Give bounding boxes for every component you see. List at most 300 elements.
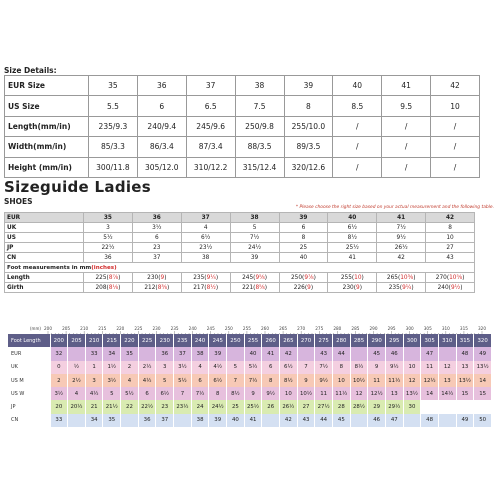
conversion-cell: 25½ [244, 400, 262, 413]
conversion-cell: 260 [262, 334, 280, 347]
conversion-cell: 41 [244, 414, 262, 427]
conversion-cell [350, 414, 368, 427]
ruler-label: 235 [170, 326, 179, 331]
measure-inch: 9½ [450, 284, 461, 291]
conversion-cell [421, 400, 439, 413]
header-cell: 36 [132, 213, 181, 223]
size-details-title: Size Details: [4, 66, 57, 75]
measure-mm: 245 [242, 274, 254, 281]
header-cell: 35 [84, 213, 133, 223]
table-row [5, 243, 475, 253]
conversion-cell: 7½ [315, 361, 333, 374]
conversion-cell: 40 [244, 347, 262, 360]
conversion-row-label: Foot Length [8, 334, 50, 347]
ruler-label: 200 [44, 326, 52, 331]
conversion-cell: 3½ [103, 374, 121, 387]
measure-cell: 265(10⅜) [377, 273, 426, 283]
table-cell: / [431, 157, 480, 177]
table-row [5, 157, 480, 177]
table-cell: / [382, 157, 431, 177]
conversion-row-label: CN [8, 414, 50, 427]
table-cell: 320/12.6 [284, 157, 333, 177]
conversion-row [8, 414, 492, 427]
conversion-cell: 12½ [421, 374, 439, 387]
table-cell: 86/3.4 [137, 137, 186, 157]
table-cell: 7.5 [235, 96, 284, 116]
conversion-cell: 13½ [474, 361, 492, 374]
table-cell: 3½ [132, 223, 181, 233]
row-label: JP [5, 243, 84, 253]
table-cell: 43 [426, 253, 475, 263]
conversion-cell: 300 [403, 334, 421, 347]
table-row [5, 137, 480, 157]
table-cell: 38 [235, 76, 284, 96]
table-cell: 24½ [230, 243, 279, 253]
ruler-label: 210 [80, 326, 89, 331]
conversion-cell: ½ [68, 361, 86, 374]
conversion-cell [403, 347, 421, 360]
shoes-subtitle: SHOES [4, 197, 33, 206]
table-cell: 300/11.8 [89, 157, 138, 177]
conversion-cell: 1½ [103, 361, 121, 374]
conversion-cell: 11 [315, 387, 333, 400]
conversion-cell: 48 [421, 414, 439, 427]
measure-inch: 10⅜ [400, 274, 414, 281]
conversion-cell: 24½ [209, 400, 227, 413]
table-cell: 35 [89, 76, 138, 96]
ruler-label: 205 [62, 326, 71, 331]
conversion-cell: 10 [403, 361, 421, 374]
ruler-label: 230 [152, 326, 161, 331]
measure-cell: 212(8⅜) [132, 283, 181, 293]
conversion-cell: 49 [474, 347, 492, 360]
ruler-label: 225 [134, 326, 143, 331]
conversion-cell: 27½ [315, 400, 333, 413]
table-cell: 88/3.5 [235, 137, 284, 157]
conversion-cell: 47 [385, 414, 403, 427]
conversion-cell: 8 [262, 374, 280, 387]
table-cell: 85/3.3 [89, 137, 138, 157]
table-cell: / [333, 116, 382, 136]
conversion-cell [438, 400, 456, 413]
table-cell: 315/12.4 [235, 157, 284, 177]
conversion-cell: 205 [68, 334, 86, 347]
conversion-cell: 10 [333, 374, 351, 387]
conversion-cell: 21 [85, 400, 103, 413]
measure-mm: 250 [290, 274, 303, 281]
measure-cell: 226(9) [279, 283, 328, 293]
conversion-cell: 6½ [209, 374, 227, 387]
conversion-cell: 8 [333, 361, 351, 374]
conversion-cell: 11½ [333, 387, 351, 400]
table-cell: 8.5 [333, 96, 382, 116]
conversion-cell: 13½ [403, 387, 421, 400]
conversion-cell: 8 [209, 387, 227, 400]
header-label: EUR [5, 213, 84, 223]
header-cell: 39 [279, 213, 328, 223]
conversion-cell: 21½ [103, 400, 121, 413]
conversion-cell: 305 [421, 334, 439, 347]
table-cell: 305/12.0 [137, 157, 186, 177]
conversion-cell: 2 [50, 374, 68, 387]
measure-mm: 270 [435, 274, 447, 281]
ruler-label: 290 [369, 326, 378, 331]
table-row [5, 223, 475, 233]
conversion-cell: 22 [121, 400, 139, 413]
table-cell: 5.5 [89, 96, 138, 116]
row-label: EUR Size [5, 76, 89, 96]
conversion-cell: 12½ [368, 387, 386, 400]
conversion-cell: 38 [191, 347, 209, 360]
table-cell: 250/9.8 [235, 116, 284, 136]
table-row [5, 233, 475, 243]
table-cell: 9.5 [382, 96, 431, 116]
conversion-cell: 290 [368, 334, 386, 347]
conversion-cell: 270 [297, 334, 315, 347]
conversion-cell: 13½ [456, 374, 474, 387]
conversion-cell: 9½ [262, 387, 280, 400]
conversion-cell: 43 [297, 414, 315, 427]
conversion-cell: 23 [156, 400, 174, 413]
table-header-row [5, 213, 475, 223]
table-cell: 87/3.4 [186, 137, 235, 157]
table-cell: 235/9.3 [89, 116, 138, 136]
measure-mm: 235 [388, 284, 400, 291]
measure-inch: 10 [354, 274, 362, 281]
conversion-cell: 4 [191, 361, 209, 374]
conversion-row [8, 387, 492, 400]
measure-inch: 8⅞ [108, 274, 119, 281]
measure-mm: 230 [342, 284, 354, 291]
table-cell: 37 [132, 253, 181, 263]
conversion-cell: 10½ [350, 374, 368, 387]
ruler-label: 255 [242, 326, 251, 331]
measure-inch: 9¼ [206, 274, 216, 281]
ladies-size-table [4, 212, 475, 293]
conversion-cell: 10½ [297, 387, 315, 400]
row-label: Length(mm/in) [5, 116, 89, 136]
measure-cell: 221(8⅝) [230, 283, 279, 293]
table-cell: 7½ [230, 233, 279, 243]
table-cell: / [382, 137, 431, 157]
table-cell: 10 [426, 233, 475, 243]
row-label: US [5, 233, 84, 243]
table-cell: 41 [382, 76, 431, 96]
measure-cell: 250(9⅞) [279, 273, 328, 283]
conversion-cell: 30 [403, 400, 421, 413]
header-cell: 42 [426, 213, 475, 223]
table-cell: 310/12.2 [186, 157, 235, 177]
table-cell: 36 [137, 76, 186, 96]
ruler-label: 310 [441, 326, 450, 331]
ruler-label: 245 [206, 326, 215, 331]
conversion-cell: 4½ [209, 361, 227, 374]
table-cell: 36 [84, 253, 133, 263]
conversion-cell: 11 [421, 361, 439, 374]
table-cell: / [333, 157, 382, 177]
conversion-cell [68, 414, 86, 427]
conversion-cell: 255 [244, 334, 262, 347]
conversion-chart-section [8, 334, 492, 427]
conversion-cell: 46 [385, 347, 403, 360]
conversion-cell: 13 [438, 374, 456, 387]
conversion-chart-table [8, 334, 492, 427]
conversion-cell [438, 347, 456, 360]
conversion-cell: 29½ [385, 400, 403, 413]
measure-cell: 235(9¼) [377, 283, 426, 293]
conversion-cell: 27 [297, 400, 315, 413]
measure-inch: 10⅝ [449, 274, 463, 281]
ruler-label: 280 [333, 326, 342, 331]
ruler-label: 300 [405, 326, 414, 331]
conversion-cell: 12 [350, 387, 368, 400]
conversion-cell: 20½ [68, 400, 86, 413]
table-cell: 26½ [377, 243, 426, 253]
table-cell: 6 [132, 233, 181, 243]
conversion-cell: 29 [368, 400, 386, 413]
ruler-label: 275 [315, 326, 324, 331]
table-cell: / [431, 137, 480, 157]
measure-cell: 245(9⅝) [230, 273, 279, 283]
conversion-cell: 48 [456, 347, 474, 360]
conversion-cell: 9½ [385, 361, 403, 374]
table-cell: 7½ [377, 223, 426, 233]
measure-inch: 9 [356, 284, 360, 291]
measure-mm: 230 [147, 274, 159, 281]
conversion-cell: 9½ [315, 374, 333, 387]
conversion-cell: 11½ [385, 374, 403, 387]
measure-cell: 208(8⅛) [84, 283, 133, 293]
table-cell: 10 [431, 96, 480, 116]
foot-measure-label: Foot measurements in mm [7, 264, 92, 271]
measure-inch: 8⅜ [157, 284, 167, 291]
conversion-cell: 49 [456, 414, 474, 427]
conversion-cell: 22½ [138, 400, 156, 413]
table-cell: 23 [132, 243, 181, 253]
size-note: * Please choose the right size based on your actual measurement and the following table. [295, 205, 494, 210]
measure-mm: 225 [95, 274, 107, 281]
table-cell: 22½ [84, 243, 133, 253]
row-label: UK [5, 223, 84, 233]
table-row [5, 253, 475, 263]
conversion-cell: 280 [333, 334, 351, 347]
conversion-cell: 4 [121, 374, 139, 387]
table-cell: 8 [279, 233, 328, 243]
conversion-cell: 0 [50, 361, 68, 374]
measure-mm: 226 [293, 284, 305, 291]
conversion-cell: 12 [438, 361, 456, 374]
conversion-cell: 15 [456, 387, 474, 400]
conversion-cell [121, 414, 139, 427]
conversion-cell: 43 [315, 347, 333, 360]
conversion-cell: 26½ [280, 400, 298, 413]
conversion-cell: 26 [262, 400, 280, 413]
conversion-cell: 44 [315, 414, 333, 427]
conversion-cell: 3½ [50, 387, 68, 400]
conversion-cell: 215 [103, 334, 121, 347]
conversion-cell: 6½ [156, 387, 174, 400]
measure-cell: 255(10) [328, 273, 377, 283]
conversion-row-label: UK [8, 361, 50, 374]
conversion-cell [227, 347, 245, 360]
conversion-cell: 5 [227, 361, 245, 374]
ruler-label: 250 [224, 326, 233, 331]
ruler-label: 240 [188, 326, 197, 331]
table-cell: 3 [84, 223, 133, 233]
measure-cell: 230(9) [328, 283, 377, 293]
conversion-cell: 240 [191, 334, 209, 347]
conversion-cell: 5 [156, 374, 174, 387]
ruler-label: 320 [478, 326, 486, 331]
table-cell: 42 [431, 76, 480, 96]
conversion-cell: 310 [438, 334, 456, 347]
foot-measure-header [5, 263, 475, 273]
conversion-cell: 50 [474, 414, 492, 427]
row-label: Girth [5, 283, 84, 293]
conversion-cell: 44 [333, 347, 351, 360]
conversion-cell: 320 [474, 334, 492, 347]
table-cell: 6½ [181, 233, 230, 243]
conversion-cell [174, 414, 192, 427]
conversion-cell: 36 [138, 414, 156, 427]
conversion-cell [403, 414, 421, 427]
table-cell: 6½ [328, 223, 377, 233]
conversion-cell: 1 [85, 361, 103, 374]
ruler-label: 220 [116, 326, 125, 331]
conversion-cell: 235 [174, 334, 192, 347]
conversion-cell: 25 [227, 400, 245, 413]
conversion-cell [68, 347, 86, 360]
conversion-cell: 295 [385, 334, 403, 347]
conversion-cell: 28½ [350, 400, 368, 413]
conversion-cell: 34 [85, 414, 103, 427]
table-cell: / [431, 116, 480, 136]
conversion-cell: 24 [191, 400, 209, 413]
measure-inch: 8⅝ [255, 284, 265, 291]
conversion-cell [350, 347, 368, 360]
table-cell: 89/3.5 [284, 137, 333, 157]
conversion-row [8, 374, 492, 387]
conversion-row [8, 400, 492, 413]
conversion-cell: 6 [262, 361, 280, 374]
conversion-cell: 34 [103, 347, 121, 360]
measure-inch: 9¼ [402, 284, 412, 291]
conversion-cell: 23½ [174, 400, 192, 413]
conversion-cell: 13 [385, 387, 403, 400]
conversion-cell: 42 [280, 347, 298, 360]
conversion-cell: 4 [68, 387, 86, 400]
table-cell: 40 [333, 76, 382, 96]
conversion-cell: 3 [85, 374, 103, 387]
conversion-cell: 9 [368, 361, 386, 374]
table-cell: 5½ [84, 233, 133, 243]
conversion-cell: 15 [474, 387, 492, 400]
conversion-cell: 250 [227, 334, 245, 347]
measure-inch: 9 [160, 274, 165, 281]
conversion-cell: 275 [315, 334, 333, 347]
conversion-cell: 4½ [138, 374, 156, 387]
conversion-cell: 11 [368, 374, 386, 387]
conversion-row [8, 334, 492, 347]
table-cell: 245/9.6 [186, 116, 235, 136]
conversion-cell: 5½ [174, 374, 192, 387]
measure-mm: 217 [193, 284, 205, 291]
ruler-label: 285 [351, 326, 360, 331]
conversion-cell [138, 347, 156, 360]
conversion-cell: 10 [280, 387, 298, 400]
table-row [5, 76, 480, 96]
table-cell: 4 [181, 223, 230, 233]
table-cell: 6 [279, 223, 328, 233]
header-cell: 40 [328, 213, 377, 223]
conversion-cell: 8½ [350, 361, 368, 374]
conversion-row-label: JP [8, 400, 50, 413]
ladies-size-section [4, 212, 475, 293]
measure-mm: 240 [437, 284, 449, 291]
row-label: Length [5, 273, 84, 283]
ruler-unit: (mm) [30, 326, 41, 331]
conversion-cell: 285 [350, 334, 368, 347]
conversion-cell: 2½ [138, 361, 156, 374]
table-cell: 8 [284, 96, 333, 116]
table-cell: 40 [279, 253, 328, 263]
ruler-label: 270 [297, 326, 306, 331]
conversion-row-label: US M [8, 374, 50, 387]
measure-cell: 240(9½) [426, 283, 475, 293]
conversion-cell: 8½ [280, 374, 298, 387]
measure-cell: 235(9¼) [181, 273, 230, 283]
table-row [5, 96, 480, 116]
table-cell: 6 [137, 96, 186, 116]
foot-measure-title [5, 263, 475, 273]
table-row [5, 273, 475, 283]
table-row [5, 116, 480, 136]
header-cell: 38 [230, 213, 279, 223]
conversion-cell: 36 [156, 347, 174, 360]
conversion-cell: 220 [121, 334, 139, 347]
table-cell: 38 [181, 253, 230, 263]
conversion-cell: 7 [174, 387, 192, 400]
measure-mm: 208 [95, 284, 107, 291]
measure-inch: 9 [307, 284, 311, 291]
conversion-cell: 39 [209, 414, 227, 427]
conversion-cell: 210 [85, 334, 103, 347]
conversion-cell: 45 [333, 414, 351, 427]
header-cell: 37 [181, 213, 230, 223]
conversion-cell: 6½ [280, 361, 298, 374]
table-cell: 39 [284, 76, 333, 96]
conversion-row [8, 361, 492, 374]
conversion-cell: 47 [421, 347, 439, 360]
row-label: Width(mm/in) [5, 137, 89, 157]
conversion-row [8, 347, 492, 360]
conversion-cell: 4½ [85, 387, 103, 400]
measure-cell: 270(10⅝) [426, 273, 475, 283]
table-cell: 5 [230, 223, 279, 233]
conversion-cell: 13 [456, 361, 474, 374]
conversion-cell: 5 [103, 387, 121, 400]
table-cell: 255/10.0 [284, 116, 333, 136]
measure-mm: 235 [193, 274, 205, 281]
ruler-label: 315 [459, 326, 468, 331]
measure-inch: 8⅛ [108, 284, 119, 291]
measure-mm: 212 [144, 284, 156, 291]
header-cell: 41 [377, 213, 426, 223]
measure-mm: 265 [386, 274, 398, 281]
table-cell: 8 [426, 223, 475, 233]
conversion-cell: 7 [227, 374, 245, 387]
ruler-label: 305 [423, 326, 432, 331]
